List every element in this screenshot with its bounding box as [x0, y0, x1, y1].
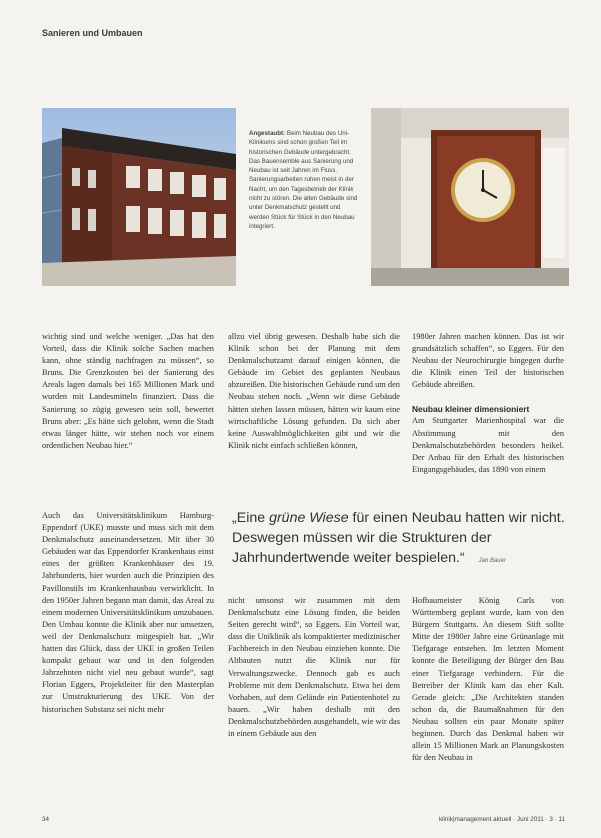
paragraph: nicht umsonst wir zusammen mit dem Denkmalschutz eine Lösung finden, die beiden Seiten gerecht wird“, so Eggers. Ein Vorteil war, dass die Uniklinik als kompaktierter medizinischer Fachbereich in den Neubau einziehen konnte. Die Altbauten nutzt die Klinik nur für Verwaltungszwecke. Dennoch gab es auch Probleme mit dem Denkmalschutz. Etwa bei dem Vorhaben, auf dem Gelände ein Patientenhotel zu bauen. „Wir haben deshalb mit den Denkmalschutzbehörden ausgehandelt, wie wir das in einem Gebäude aus den — [228, 596, 400, 739]
paragraph: allzu viel übrig gewesen. Deshalb habe sich die Klinik schon bei der Planung mit dem Denkmalschutzamt darauf einigen können, die Gebäude im Gebiet des geplanten Neubaus abzureißen. Die historischen Gebäude rund um den Neubau stehen noch. „Wenn wir diese Gebäude hätten stehen lassen müssen, hätten wir kaum eine wirtschaftliche Lösung gefunden. Da sich aber keine Auswahlmöglichkeiten gibt und wir die Klinik nicht einfach schließen können, — [228, 332, 400, 450]
column-3-top — [412, 331, 564, 496]
clock-photo — [371, 108, 569, 286]
quote-emphasis: grüne Wiese — [269, 510, 349, 526]
section-label: Sanieren und Umbauen — [42, 28, 143, 38]
pull-quote — [232, 509, 572, 571]
caption-lead: Angestaubt: — [249, 130, 286, 137]
quote-text-start: „Eine — [232, 510, 270, 526]
subheading: Neubau kleiner dimensioniert — [412, 404, 530, 415]
page-number: 34 — [42, 816, 50, 823]
column-2-bottom — [228, 595, 400, 820]
column-3-bottom — [412, 595, 564, 820]
paragraph: wichtig sind und welche weniger. „Das hat den Vorteil, dass die Klinik solche Sachen machen kann, ohne ständig nachfragen zu müssen“, so Bruns. Die Grenzkosten bei der Sanierung des Areals lagen damals bei 165 Millionen Mark und wurden mit Landesmitteln finanziert. Dass die Sanierung so zügig gewesen sein soll, bewertet Bruns aber: „Es hätte sich gelohnt, wenn die Stadt etwas länger hätte, wir stehen noch vor einem ordentlichen Neubau hier.“ — [42, 332, 214, 450]
paragraph: 1980er Jahren machen können. Das ist wir grundsätzlich schaffen“, so Eggers. Für den Neubau der Neurochirurgie hingegen durfte die Klinik einen Teil der historischen Gebäude abreißen. — [412, 332, 564, 390]
quote-text-end: für einen Neubau hatten wir nicht. Deswegen müssen wir die Strukturen der Jahrhundertwende weiter bespielen.“ — [232, 510, 565, 566]
column-1-top — [42, 331, 214, 496]
paragraph: Am Stuttgarter Marienhospital war die Abstimmung mit den Denkmalschutzbehörden besonders heikel. Der Anbau für den Erhalt des historischen Eingangsgebäudes, das 1890 von einem — [412, 416, 564, 474]
paragraph: Auch das Universitätsklinikum Hamburg-Eppendorf (UKE) musste und muss sich mit dem Denkmalschutz auseinandersetzen. Mit über 30 Gebäuden war das Eppendorfer Krankenhaus einst eines der größten Krankenhäuser des 19. Jahrhunderts, hier wurden auch die Prinzipien des Pavillonstils im Krankenhausbau verwirklicht. In den 1950er Jahren begann man damit, das Areal zu einem modernen Universitätsklinikum umzubauen. Den Umbau konnte die Klinik aber nur umsetzen, weil der Denkmalschutz mitgespielt hat. „Wir hatten das Glück, dass der UKE in großen Teilen kompakt gebaut war und in den folgenden Jahrzehnten nicht viel neu gebaut wurde“, sagt Florian Eggers, Projektleiter für den Masterplan zur Umstrukturierung des UKE. Von der historischen Substanz sei nicht mehr — [42, 511, 214, 714]
column-2-top — [228, 331, 400, 496]
caption-text: Beim Neubau des Uni-Klinikums sind schon großen Teil im historischen Gebäude untergebracht. Das Bauensemble aus Sanierung und Neubau ist seit Jahren im Fluss. Sanierungsarbeiten ruhen meist in der Nacht, um den Tagesbetrieb der Klinik nicht zu stören. Die alten Gebäude sind unter Denkmalschutz gestellt und werden Stück für Stück in den Neubau integriert. — [249, 130, 358, 230]
photo-caption — [249, 129, 361, 231]
building-photo — [42, 108, 236, 286]
column-1-bottom — [42, 510, 214, 822]
paragraph: Hofbaumeister König Carls von Württemberg geplant wurde, kam von den Bürgern Stuttgarts. An diesem Stift sollte Mitte der 1980er Jahre eine Grünanlage mit Tiefgarage entstehen. Im letzten Moment konnte die Beteiligung der Bürger den Bau einer Tiefgarage verhindern. Für die Betreiber der Klinik kam das eher Kalt. Gerade gleich: „Die Architekten standen schon da, die Baumaßnahmen für den Neubau sollten ein paar Monate später beginnen. Durch das Denkmal haben wir allein 15 Millionen Mark an Planungskosten für den Neubau in — [412, 596, 564, 763]
quote-author: Jan Bauer — [478, 557, 506, 564]
publication-footer: klinik|management aktuell · Juni 2011 · 3 · 11 — [438, 816, 565, 823]
